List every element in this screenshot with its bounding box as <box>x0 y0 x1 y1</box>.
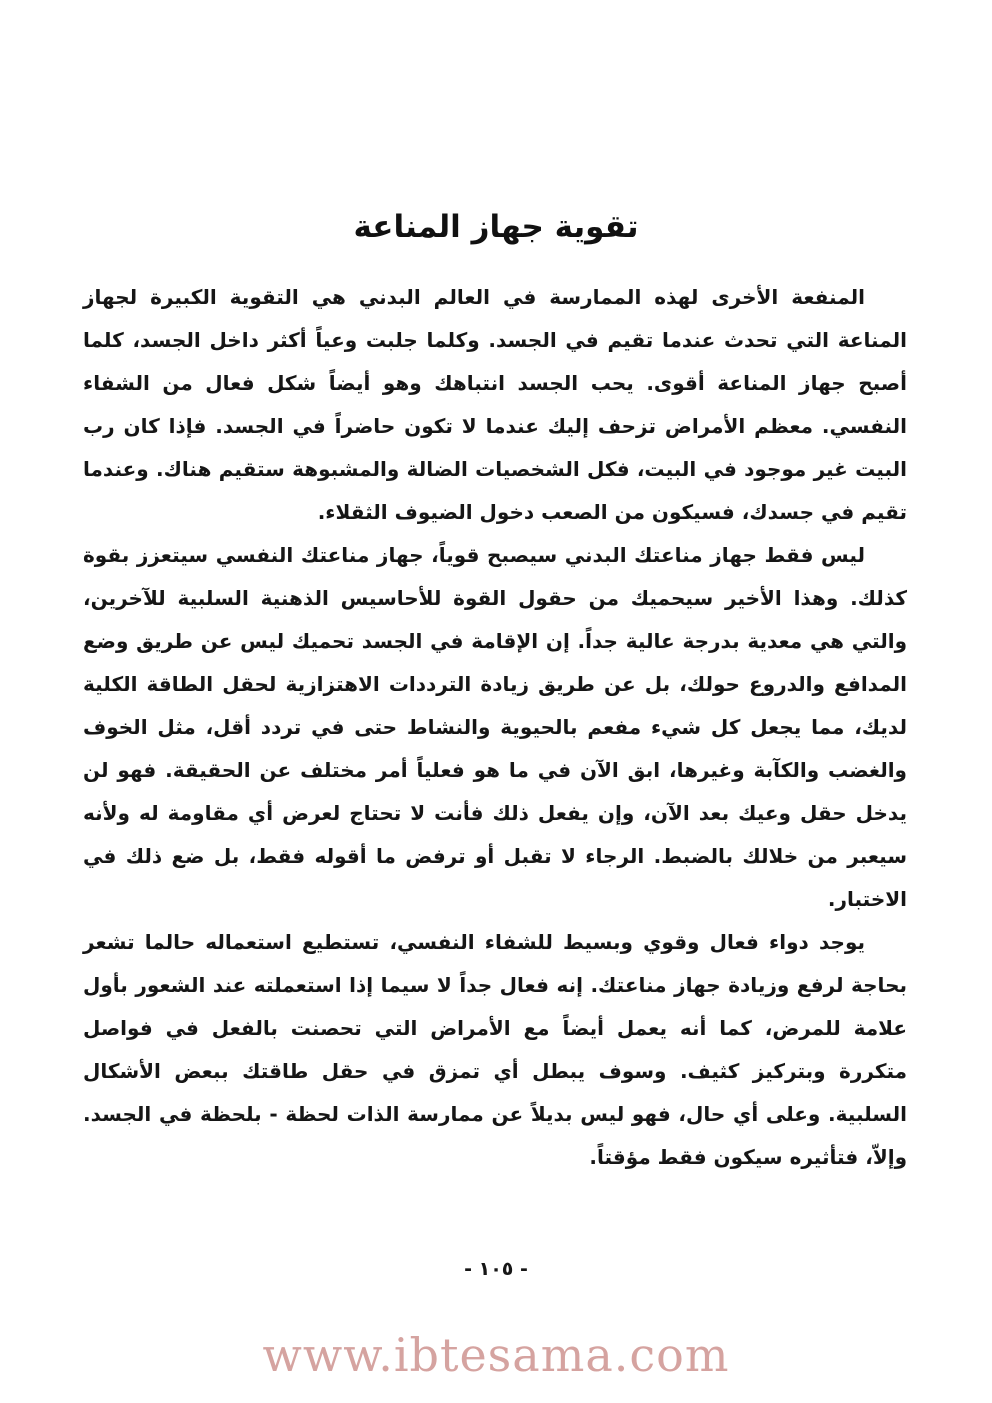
paragraph-psychic-immune-system: ليس فقط جهاز مناعتك البدني سيصبح قوياً، جهاز مناعتك النفسي سيتعزز بقوة كذلك. وهذا الأخير سيحميك من حقول القوة للأحاسيس الذهنية السلبية للآخرين، والتي هي معدية بدرجة عالية جداً. إن الإقامة في الجسد تحميك ليس عن طريق وضع المدافع والدروع حولك، بل عن طريق زيادة الترددات الاهتزازية لحقل الطاقة الكلية لديك، مما يجعل كل شيء مفعم بالحيوية والنشاط حتى في تردد أقل، مثل الخوف والغضب والكآبة وغيرها، ابق الآن في ما هو فعلياً أمر مختلف عن الحقيقة. فهو لن يدخل حقل وعيك بعد الآن، وإن يفعل ذلك فأنت لا تحتاج لعرض أي مقاومة له ولأنه سيعبر من خلالك بالضبط. الرجاء لا تقبل أو ترفض ما أقوله فقط، بل ضع ذلك في الاختبار. <box>83 543 907 911</box>
watermark-text: www.ibtesama.com <box>262 1328 730 1382</box>
paragraph-self-healing-remedy: يوجد دواء فعال وقوي وبسيط للشفاء النفسي، تستطيع استعماله حالما تشعر بحاجة لرفع وزيادة جهاز مناعتك. إنه فعال جداً لا سيما إذا استعملته عند الشعور بأول علامة للمرض، كما أنه يعمل أيضاً مع الأمراض التي تحصنت بالفعل في فواصل متكررة وبتركيز كثيف. وسوف يبطل أي تمزق في حقل طاقتك ببعض الأشكال السلبية. وعلى أي حال، فهو ليس بديلاً عن ممارسة الذات لحظة - بلحظة في الجسد. وإلاّ، فتأثيره سيكون فقط مؤقتاً. <box>83 930 907 1169</box>
body-text <box>83 276 907 1179</box>
page-title: تقوية جهاز المناعة <box>353 208 639 245</box>
page-number: - ١٠٥ - <box>464 1258 528 1280</box>
paragraph-immune-system-benefit: المنفعة الأخرى لهذه الممارسة في العالم البدني هي التقوية الكبيرة لجهاز المناعة التي تحدث عندما تقيم في الجسد. وكلما جلبت وعياً أكثر داخل الجسد، كلما أصبح جهاز المناعة أقوى. يحب الجسد انتباهك وهو أيضاً شكل فعال من الشفاء النفسي. معظم الأمراض تزحف إليك عندما لا تكون حاضراً في الجسد. فإذا كان رب البيت غير موجود في البيت، فكل الشخصيات الضالة والمشبوهة ستقيم هناك. وعندما تقيم في جسدك، فسيكون من الصعب دخول الضيوف الثقلاء. <box>83 285 907 524</box>
